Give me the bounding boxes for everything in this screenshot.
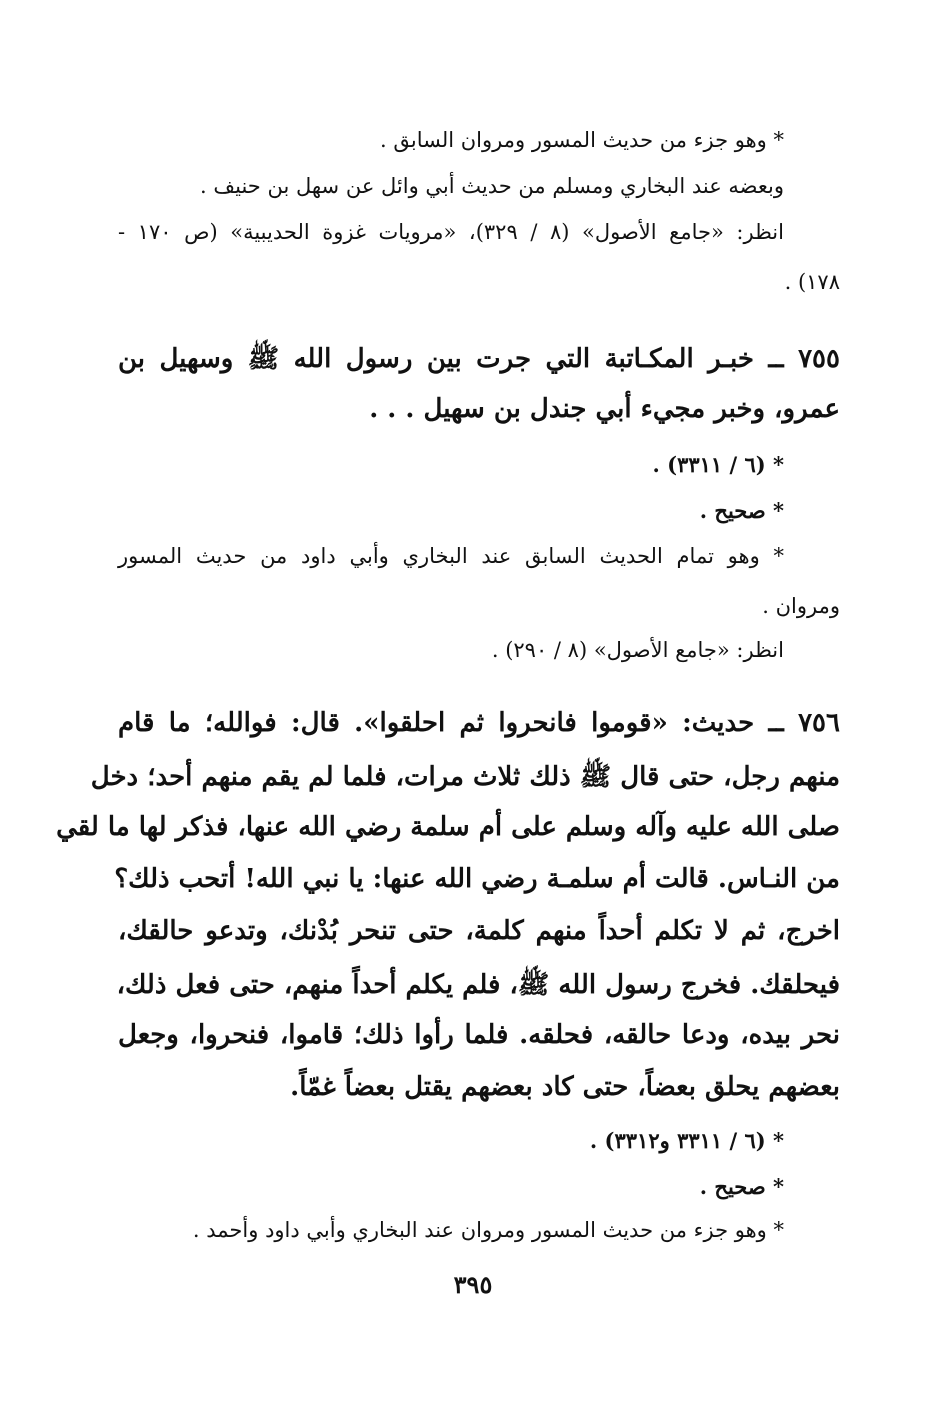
entry-756-line: بعضهم يحلق بعضاً، حتى كاد بعضهم يقتل بعضاً غمّاً. <box>290 1072 840 1102</box>
entry-755-grade: * صحيح . <box>699 498 784 523</box>
prev-note-line: * وهو جزء من حديث المسور ومروان السابق . <box>380 128 784 152</box>
entry-756-line: نحر بيده، ودعا حالقه، فحلقه. فلما رأوا ذلك؛ قاموا، فنحروا، وجعل <box>118 1020 840 1050</box>
entry-756-line: ٧٥٦ ــ حديث: «قوموا فانحروا ثم احلقوا». قال: فوالله؛ ما قام <box>118 708 840 738</box>
entry-756-line: منهم رجل، حتى قال ﷺ ذلك ثلاث مرات، فلما لم يقم منهم أحد؛ دخل <box>90 762 840 792</box>
entry-756-line: اخرج، ثم لا تكلم أحداً منهم كلمة، حتى تنحر بُدْنك، وتدعو حالقك، <box>118 916 840 946</box>
entry-756-line: فيحلقك. فخرج رسول الله ﷺ، فلم يكلم أحداً منهم، حتى فعل ذلك، <box>116 970 840 1000</box>
prev-see-line: انظر: «جامع الأصول» (٨ / ٣٢٩)، «مرويات غزوة الحديبية» (ص ١٧٠ - <box>118 220 784 244</box>
entry-756-grade: * صحيح . <box>699 1174 784 1199</box>
entry-755-heading-cont: عمرو، وخبر مجيء أبي جندل بن سهيل . . . <box>369 394 840 424</box>
entry-755-heading: ٧٥٥ ــ خبـر المكـاتبة التي جرت بين رسول الله ﷺ وسهيل بن <box>118 344 840 374</box>
entry-756-ref: * (٦ / ٣٣١١ و٣٣١٢) . <box>589 1128 784 1153</box>
entry-755-see: انظر: «جامع الأصول» (٨ / ٢٩٠) . <box>491 638 784 662</box>
entry-756-line: صلى الله عليه وآله وسلم على أم سلمة رضي الله عنها، فذكر لها ما لقي <box>56 812 840 842</box>
entry-755-note-cont: ومروان . <box>762 594 840 618</box>
entry-755-note: * وهو تمام الحديث السابق عند البخاري وأبي داود من حديث المسور <box>118 544 784 568</box>
entry-755-ref: * (٦ / ٣٣١١) . <box>652 452 784 477</box>
prev-note-line: وبعضه عند البخاري ومسلم من حديث أبي وائل عن سهل بن حنيف . <box>200 174 784 198</box>
page-number: ٣٩٥ <box>453 1270 493 1299</box>
entry-756-line: من النـاس. قالت أم سلمـة رضي الله عنها: يا نبي الله! أتحب ذلك؟ <box>114 864 840 894</box>
prev-see-line-cont: ١٧٨) . <box>784 270 840 294</box>
entry-756-note: * وهو جزء من حديث المسور ومروان عند البخاري وأبي داود وأحمد . <box>192 1218 784 1242</box>
